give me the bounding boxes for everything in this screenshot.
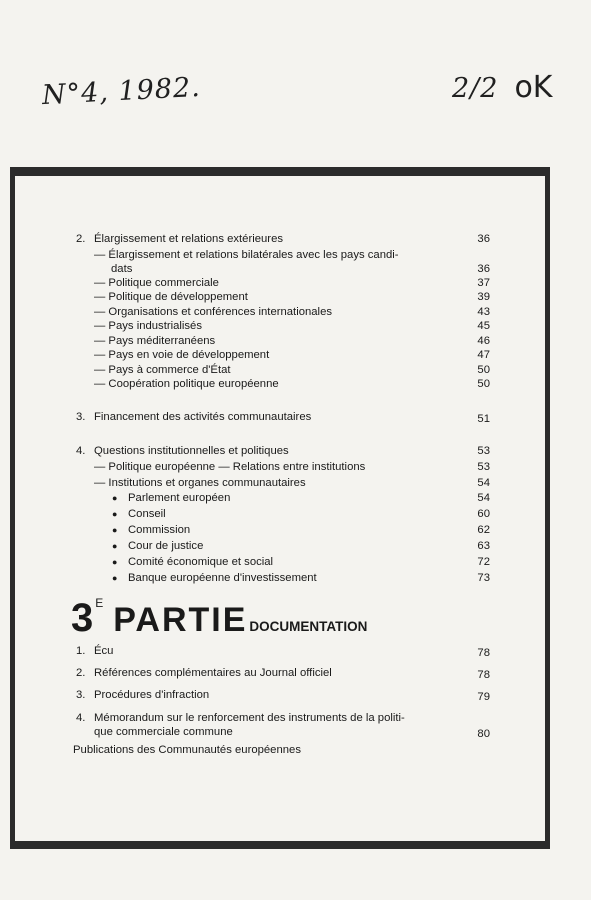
page-number: 78 bbox=[477, 647, 490, 659]
item-text: Écu bbox=[94, 645, 114, 657]
item-text: — Institutions et organes communautaires bbox=[94, 477, 306, 489]
page-number: 79 bbox=[477, 691, 490, 703]
page-number: 63 bbox=[477, 540, 490, 552]
item-text: Banque européenne d'investissement bbox=[128, 572, 317, 584]
item-text: — Politique de développement bbox=[94, 291, 248, 303]
item-text-continued: que commerciale commune bbox=[94, 726, 233, 738]
item-text: Comité économique et social bbox=[128, 556, 274, 568]
item-text: Mémorandum sur le renforcement des instruments de la politi- bbox=[94, 712, 405, 724]
part-number-superscript: E bbox=[95, 596, 104, 610]
page-number: 60 bbox=[477, 508, 490, 520]
bullet-icon: ● bbox=[112, 509, 118, 519]
part-number: 3 bbox=[71, 596, 94, 640]
item-text: Procédures d'infraction bbox=[94, 689, 210, 701]
handwritten-note-issue: N°4, 1982. bbox=[41, 71, 202, 112]
item-text: — Pays en voie de développement bbox=[94, 349, 270, 361]
item-text: — Pays industrialisés bbox=[94, 320, 202, 332]
bullet-icon: ● bbox=[112, 525, 118, 535]
item-number: 2. bbox=[76, 667, 86, 679]
page-number: 72 bbox=[477, 556, 490, 568]
page-number: 54 bbox=[477, 477, 490, 489]
page-number: 39 bbox=[477, 291, 490, 303]
item-text: — Élargissement et relations bilatérales avec les pays candi- bbox=[94, 249, 399, 261]
bullet-icon: ● bbox=[112, 557, 118, 567]
item-text: — Pays à commerce d'État bbox=[94, 364, 231, 376]
section-title: Questions institutionnelles et politiques bbox=[94, 445, 289, 457]
item-number: 4. bbox=[76, 712, 86, 724]
item-text: — Politique commerciale bbox=[94, 277, 219, 289]
item-text: — Politique européenne — Relations entre institutions bbox=[94, 461, 366, 473]
item-text: — Pays méditerranéens bbox=[94, 335, 216, 347]
page-number: 51 bbox=[477, 413, 490, 425]
page-number: 53 bbox=[477, 461, 490, 473]
item-text: Conseil bbox=[128, 508, 166, 520]
page-number: 53 bbox=[477, 445, 490, 457]
page-number: 46 bbox=[477, 335, 490, 347]
item-text: — Organisations et conférences internationales bbox=[94, 306, 332, 318]
item-text: Références complémentaires au Journal officiel bbox=[94, 667, 332, 679]
page-number: 50 bbox=[477, 364, 490, 376]
page-number: 80 bbox=[477, 728, 490, 740]
section-title: Financement des activités communautaires bbox=[94, 411, 312, 423]
item-text: Cour de justice bbox=[128, 540, 204, 552]
page-number: 54 bbox=[477, 492, 490, 504]
item-text: — Coopération politique européenne bbox=[94, 378, 279, 390]
page-number: 36 bbox=[477, 263, 490, 275]
page-number: 62 bbox=[477, 524, 490, 536]
bullet-icon: ● bbox=[112, 493, 118, 503]
section-number: 3. bbox=[76, 411, 86, 423]
ok-mark: oK bbox=[514, 70, 553, 105]
part-heading bbox=[71, 596, 368, 640]
part-word: PARTIE bbox=[113, 601, 248, 639]
item-text: Parlement européen bbox=[128, 492, 231, 504]
fraction-text: 2/2 bbox=[452, 73, 499, 104]
page-number: 45 bbox=[477, 320, 490, 332]
section-number: 4. bbox=[76, 445, 86, 457]
publications-text: Publications des Communautés européennes bbox=[73, 744, 301, 756]
page-number: 50 bbox=[477, 378, 490, 390]
page-number: 73 bbox=[477, 572, 490, 584]
handwritten-note-fraction bbox=[452, 70, 552, 105]
item-number: 1. bbox=[76, 645, 86, 657]
bullet-icon: ● bbox=[112, 541, 118, 551]
part-subtitle: DOCUMENTATION bbox=[249, 619, 368, 634]
item-text: Commission bbox=[128, 524, 191, 536]
section-number: 2. bbox=[76, 233, 86, 245]
section-title: Élargissement et relations extérieures bbox=[94, 233, 283, 245]
page-number: 36 bbox=[477, 233, 490, 245]
page-number: 37 bbox=[477, 277, 490, 289]
item-number: 3. bbox=[76, 689, 86, 701]
page-number: 47 bbox=[477, 349, 490, 361]
item-text-continued: dats bbox=[111, 263, 133, 275]
page-number: 78 bbox=[477, 669, 490, 681]
page-number: 43 bbox=[477, 306, 490, 318]
bullet-icon: ● bbox=[112, 573, 118, 583]
